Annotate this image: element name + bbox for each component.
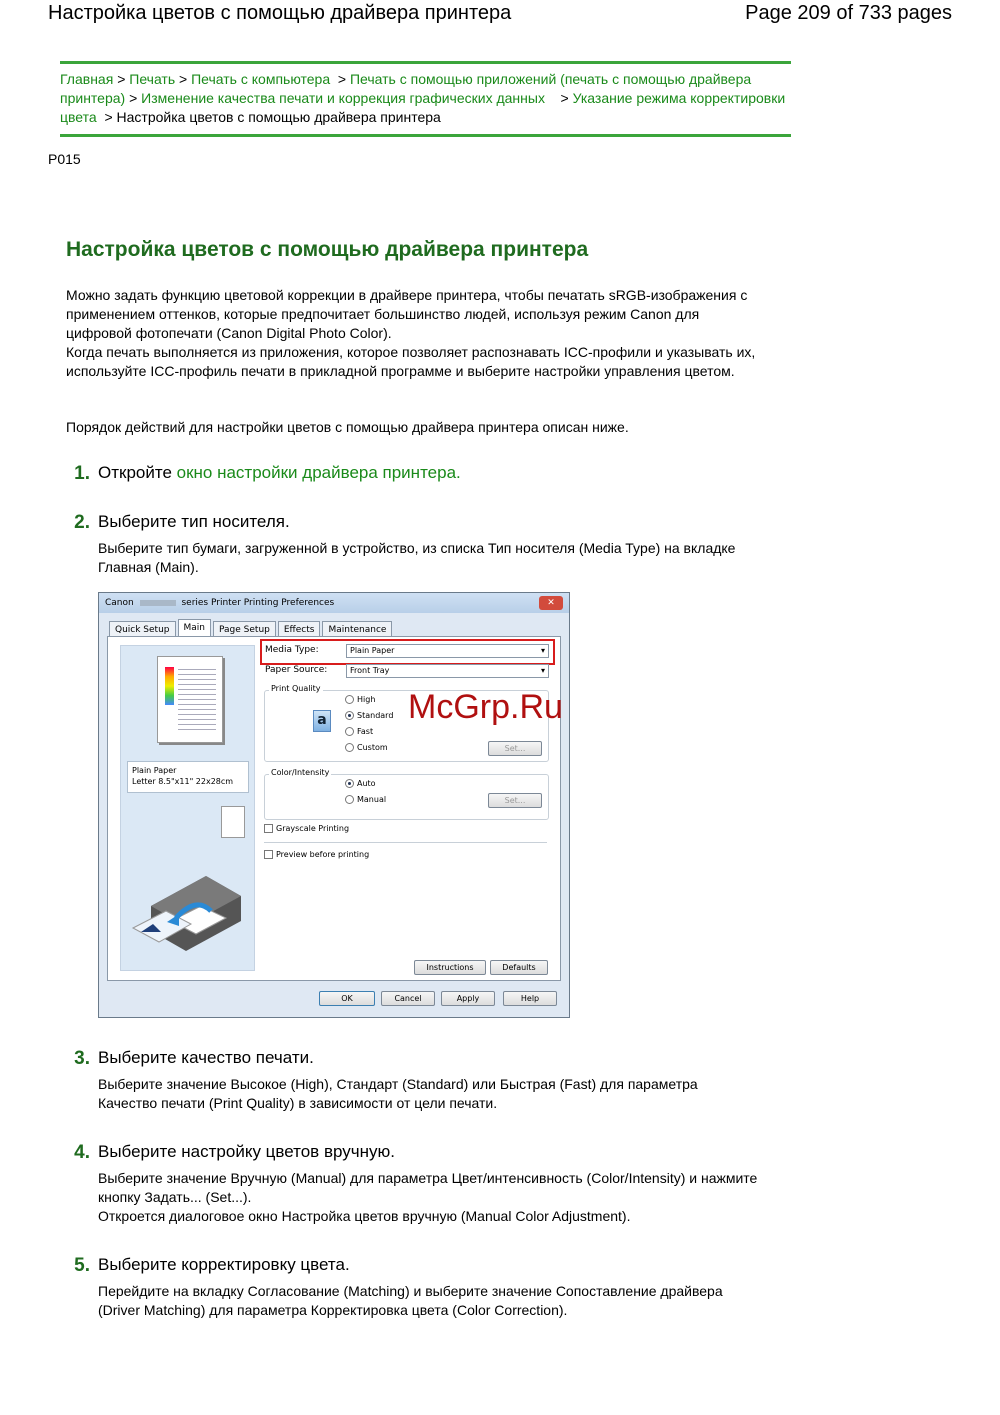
intro-paragraph-1 — [66, 286, 756, 381]
printer-icon — [131, 866, 246, 956]
breadcrumb-link-home[interactable]: Главная — [60, 71, 114, 87]
paper-source-select[interactable]: Front Tray ▾ — [346, 664, 549, 678]
grayscale-label: Grayscale Printing — [276, 824, 350, 833]
quality-custom-label: Custom — [357, 743, 388, 752]
media-type-label: Media Type: — [265, 645, 319, 655]
step-number: 1. — [74, 463, 90, 484]
step-number: 3. — [74, 1048, 90, 1069]
step-number: 4. — [74, 1142, 90, 1163]
step-number: 5. — [74, 1255, 90, 1276]
step-description — [98, 1169, 758, 1226]
color-manual-label: Manual — [357, 795, 387, 804]
step-title — [98, 463, 461, 483]
breadcrumb — [60, 61, 791, 137]
breadcrumb-separator: > — [179, 71, 188, 87]
page-counter: Page 209 of 733 pages — [745, 2, 952, 24]
cancel-button[interactable]: Cancel — [381, 991, 435, 1006]
quality-high-radio[interactable] — [345, 695, 375, 704]
watermark: McGrp.Ru — [408, 688, 563, 726]
step-description-line: Откроется диалоговое окно Настройка цветов вручную (Manual Color Adjustment). — [98, 1208, 631, 1224]
breadcrumb-separator: > — [104, 109, 113, 125]
page-preview-image — [157, 656, 223, 743]
breadcrumb-current: Настройка цветов с помощью драйвера принтера — [116, 109, 441, 125]
breadcrumb-separator: > — [560, 90, 569, 106]
color-manual-radio[interactable] — [345, 795, 386, 804]
intro-text-2: Когда печать выполняется из приложения, которое позволяет распознавать ICC-профили и указывать их, используйте ICC-профиль печати в прикладной программе и выберите настройки управления цветом. — [66, 344, 756, 379]
dialog-title-brand: Canon — [105, 598, 134, 608]
tab-quick-setup[interactable]: Quick Setup — [109, 621, 176, 638]
tab-maintenance[interactable]: Maintenance — [322, 621, 392, 638]
breadcrumb-separator: > — [117, 71, 126, 87]
step-title: Выберите тип носителя. — [98, 512, 290, 531]
media-info-type: Plain Paper — [132, 766, 177, 775]
page-code: P015 — [48, 151, 81, 167]
printer-preferences-dialog — [98, 592, 570, 1018]
media-type-select[interactable]: Plain Paper ▾ — [346, 644, 549, 658]
page-title: Настройка цветов с помощью драйвера принтера — [66, 238, 589, 261]
quality-custom-radio[interactable] — [345, 743, 388, 752]
step-title: Выберите настройку цветов вручную. — [98, 1142, 395, 1161]
dialog-titlebar — [99, 593, 569, 613]
step-description-line: Выберите значение Вручную (Manual) для параметра Цвет/интенсивность (Color/Intensity) и нажмите кнопку Задать... (Set...). — [98, 1170, 758, 1205]
defaults-button[interactable]: Defaults — [490, 960, 548, 975]
step-title: Выберите качество печати. — [98, 1048, 314, 1067]
breadcrumb-separator: > — [337, 71, 347, 87]
step-description: Выберите значение Высокое (High), Стандарт (Standard) или Быстрая (Fast) для параметра Качество печати (Print Quality) в зависимости от цели печати. — [98, 1076, 698, 1111]
color-auto-label: Auto — [357, 779, 376, 788]
dialog-title — [105, 598, 539, 608]
apply-button[interactable]: Apply — [441, 991, 495, 1006]
driver-settings-link[interactable]: окно настройки драйвера принтера. — [176, 463, 461, 482]
color-intensity-label: Color/Intensity — [271, 768, 330, 777]
tab-effects[interactable]: Effects — [278, 621, 321, 638]
preview-checkbox[interactable] — [264, 850, 369, 859]
intro-paragraph-3: Порядок действий для настройки цветов с помощью драйвера принтера описан ниже. — [66, 419, 629, 435]
help-button[interactable]: Help — [503, 991, 557, 1006]
settings-preview — [120, 645, 255, 971]
color-auto-radio[interactable] — [345, 779, 376, 788]
breadcrumb-link-print[interactable]: Печать — [129, 71, 176, 87]
paper-icon — [221, 806, 245, 838]
quality-fast-radio[interactable] — [345, 727, 373, 736]
breadcrumb-link-print-apps[interactable]: Печать с помощью приложений (печать с помощью драйвера принтера) — [60, 71, 752, 106]
dialog-title-text: series Printer Printing Preferences — [181, 598, 335, 608]
tab-page-setup[interactable]: Page Setup — [213, 621, 276, 638]
quality-standard-radio[interactable] — [345, 711, 393, 720]
color-set-button[interactable]: Set... — [488, 793, 542, 808]
quality-set-button[interactable]: Set... — [488, 741, 542, 756]
divider — [264, 842, 547, 843]
quality-high-label: High — [357, 695, 376, 704]
quality-standard-label: Standard — [357, 711, 394, 720]
print-quality-icon: a — [313, 710, 331, 732]
print-quality-label: Print Quality — [271, 684, 321, 693]
preview-label: Preview before printing — [276, 850, 370, 859]
instructions-button[interactable]: Instructions — [414, 960, 486, 975]
grayscale-checkbox[interactable] — [264, 824, 349, 833]
step-description: Выберите тип бумаги, загруженной в устройство, из списка Тип носителя (Media Type) на вкладке Главная (Main). — [98, 540, 736, 575]
step-description: Перейдите на вкладку Согласование (Matching) и выберите значение Сопоставление драйвера (Driver Matching) для параметра Корректировка цвета (Color Correction). — [98, 1283, 723, 1318]
breadcrumb-separator: > — [129, 90, 138, 106]
paper-source-label: Paper Source: — [265, 665, 328, 675]
step-title: Выберите корректировку цвета. — [98, 1255, 350, 1274]
tab-main[interactable]: Main — [178, 619, 212, 638]
step-number: 2. — [74, 512, 90, 533]
breadcrumb-link-color-mode[interactable]: Указание режима корректировки цвета — [60, 90, 786, 125]
breadcrumb-link-print-from-computer[interactable]: Печать с компьютера — [191, 71, 331, 87]
intro-text-1: Можно задать функцию цветовой коррекции в драйвере принтера, чтобы печатать sRGB-изображения с применением оттенков, которые предпочитает большинство людей, используя режим Canon для цифровой фотопечати (Canon Digital Photo Color). — [66, 287, 748, 341]
step-title-prefix: Откройте — [98, 463, 177, 482]
quality-fast-label: Fast — [357, 727, 374, 736]
page-header-title: Настройка цветов с помощью драйвера принтера — [48, 2, 512, 24]
close-icon[interactable]: ✕ — [539, 596, 563, 610]
redacted-model — [140, 600, 176, 606]
media-info-size: Letter 8.5"x11" 22x28cm — [132, 777, 234, 786]
ok-button[interactable]: OK — [319, 991, 375, 1006]
breadcrumb-link-quality[interactable]: Изменение качества печати и коррекция графических данных — [141, 90, 545, 106]
media-info-box — [127, 761, 249, 793]
